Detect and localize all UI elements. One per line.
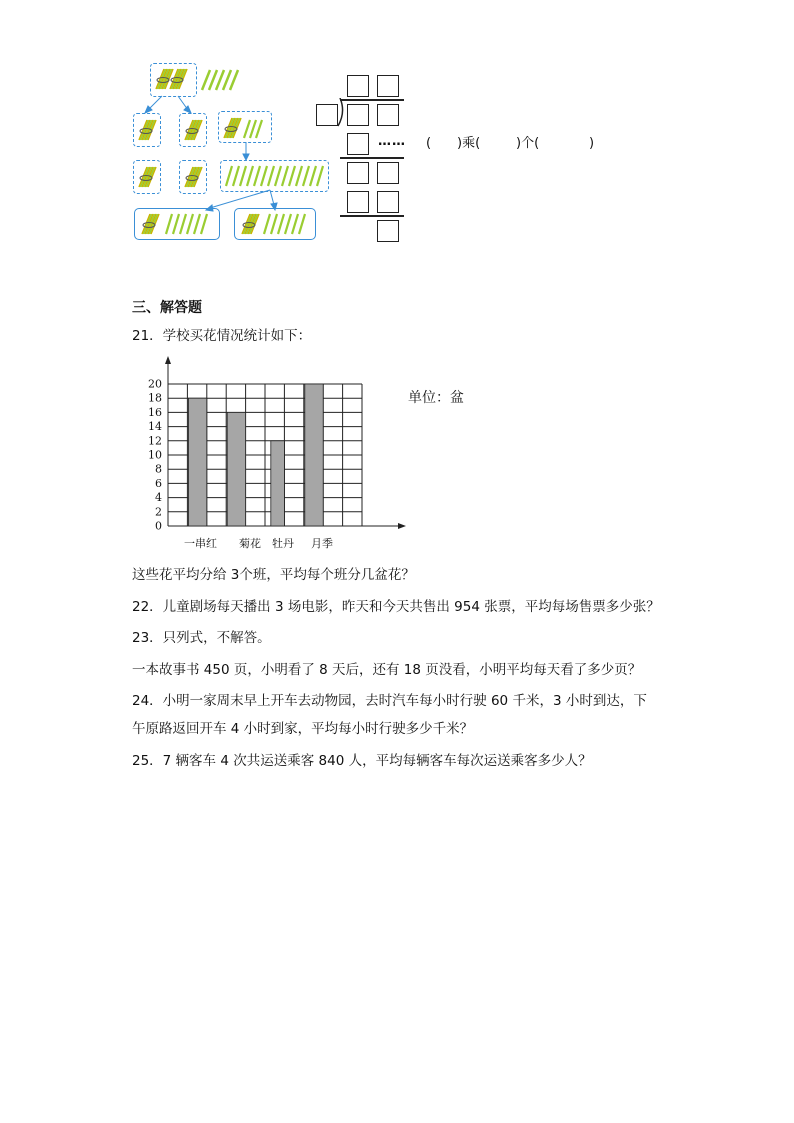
y-tick-label: 8 <box>155 462 162 476</box>
question-24-line1: 24．小明一家周末早上开车去动物园，去时汽车每小时行驶 60 千米，3 小时到达，下 <box>132 693 647 709</box>
x-category-label: 牡丹 <box>272 537 294 550</box>
final-remainder-box[interactable] <box>377 220 399 242</box>
x-category-label: 月季 <box>311 537 333 550</box>
y-tick-label: 6 <box>155 476 162 490</box>
blank-close: ) <box>589 136 595 151</box>
y-tick-label: 12 <box>148 434 162 448</box>
flower-bar-chart <box>140 356 440 556</box>
bar-一串红 <box>188 398 206 526</box>
question-24-line2: 午原路返回开车 4 小时到家，平均每小时行驶多少千米？ <box>132 721 474 737</box>
product-box-3[interactable] <box>377 191 399 213</box>
blank-mid-2: )个( <box>516 136 540 151</box>
x-category-label: 一串红 <box>184 537 217 550</box>
bar-菊花 <box>227 412 245 526</box>
y-tick-label: 0 <box>155 519 162 533</box>
y-tick-label: 20 <box>148 377 162 391</box>
x-axis-arrow <box>398 523 406 529</box>
division-ellipsis: …… <box>378 134 406 149</box>
quotient-box-1[interactable] <box>347 75 369 97</box>
question-21: 21．学校买花情况统计如下： <box>132 328 312 344</box>
y-axis-arrow <box>165 356 171 364</box>
bundle-drawing <box>130 60 330 250</box>
divisor-box[interactable] <box>316 104 338 126</box>
division-line-2 <box>340 157 404 159</box>
bar-月季 <box>305 384 323 526</box>
dividend-box-2[interactable] <box>377 104 399 126</box>
remainder-box-1[interactable] <box>347 162 369 184</box>
question-25: 25．7 辆客车 4 次共运送乘客 840 人，平均每辆客车每次运送乘客多少人？ <box>132 753 592 769</box>
y-tick-label: 4 <box>155 491 162 505</box>
y-tick-label: 14 <box>148 420 162 434</box>
quotient-box-2[interactable] <box>377 75 399 97</box>
blank-open-1: ( <box>426 136 432 151</box>
question-23: 23．只列式，不解答。 <box>132 630 271 646</box>
question-23-body: 一本故事书 450 页，小明看了 8 天后，还有 18 页没看，小明平均每天看了多少页？ <box>132 662 642 678</box>
division-top-line <box>340 99 404 101</box>
chart-unit-label: 单位：盆 <box>408 390 464 406</box>
x-category-label: 菊花 <box>239 537 261 550</box>
bar-牡丹 <box>271 441 285 526</box>
remainder-box-2[interactable] <box>377 162 399 184</box>
y-tick-label: 16 <box>148 405 162 419</box>
y-tick-label: 18 <box>148 391 162 405</box>
question-22: 22．儿童剧场每天播出 3 场电影，昨天和今天共售出 954 张票，平均每场售票多少张？ <box>132 599 660 615</box>
dividend-box-1[interactable] <box>347 104 369 126</box>
product-box-1[interactable] <box>347 133 369 155</box>
section-title: 三、解答题 <box>132 300 202 316</box>
question-21-follow: 这些花平均分给 3个班，平均每个班分几盆花？ <box>132 567 415 583</box>
division-line-3 <box>340 215 404 217</box>
y-tick-label: 2 <box>155 505 162 519</box>
blank-mid-1: )乘( <box>457 136 481 151</box>
y-tick-label: 10 <box>148 448 162 462</box>
product-box-2[interactable] <box>347 191 369 213</box>
